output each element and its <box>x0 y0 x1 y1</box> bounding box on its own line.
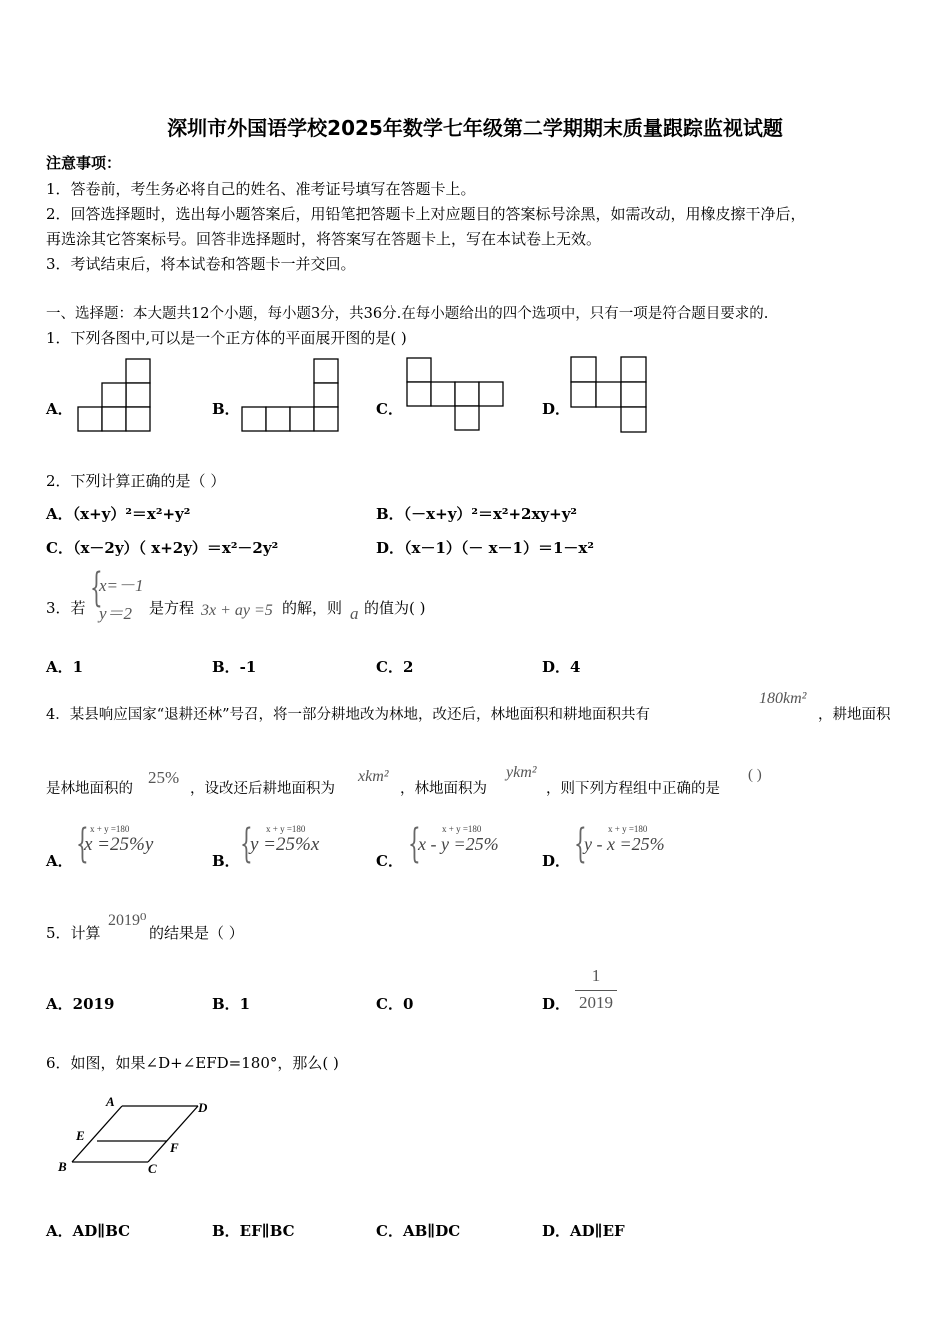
q4-y: ykm² <box>506 764 537 781</box>
q3-option-b: B．-1 <box>212 658 257 676</box>
q4-option-d-label: D． <box>542 852 571 870</box>
q6-option-b: B．EF∥BC <box>212 1222 295 1240</box>
q4-option-a-label: A． <box>46 852 73 870</box>
system-bottom: y =25%x <box>250 834 320 855</box>
notice-item: 2．回答选择题时，选出每小题答案后，用铅笔把答题卡上对应题目的答案标号涂黑，如需改动，用橡皮擦干净后， <box>46 205 806 223</box>
q4-option-c-label: C． <box>376 852 403 870</box>
q4-option-b-system <box>240 821 340 872</box>
notice-item: 3．考试结束后，将本试卷和答题卡一并交回。 <box>46 255 356 273</box>
q5-frac-den: 2019 <box>579 993 613 1012</box>
q4-line1b: ，耕地面积 <box>818 707 891 723</box>
q2-option-a: A．（x+y）²＝x²+y² <box>46 505 191 523</box>
point-label-b: B <box>58 1159 67 1174</box>
system-top: x + y =180 <box>266 824 306 834</box>
system-bottom: y - x =25% <box>584 834 665 854</box>
q1-option-a-label: A． <box>46 400 73 418</box>
q1-option-b-label: B． <box>212 400 240 418</box>
q4-percent: 25% <box>148 768 180 787</box>
fraction-bar <box>575 990 617 991</box>
q3-stem-c: 的解，则 <box>282 599 343 617</box>
q3-eq1: x=－1 <box>99 576 144 595</box>
q4-option-c-system <box>408 821 518 872</box>
q1-net-c <box>404 356 508 434</box>
notice-item: 再选涂其它答案标号。回答非选择题时，将答案写在答题卡上，写在本试卷上无效。 <box>46 230 602 248</box>
q3-equation: 3x + ay =5 <box>201 602 273 619</box>
point-label-a: A <box>106 1094 115 1109</box>
q2-stem: 2．下列计算正确的是（ ） <box>46 472 226 490</box>
q4-option-a-system <box>76 821 176 872</box>
system-top: x + y =180 <box>90 824 130 834</box>
q5-stem-a: 5．计算 <box>46 924 101 942</box>
point-label-f: F <box>170 1140 179 1155</box>
q4-area: 180km² <box>759 690 807 707</box>
q3-option-d: D．4 <box>542 658 581 676</box>
q1-stem: 1．下列各图中,可以是一个正方体的平面展开图的是( ) <box>46 329 407 347</box>
q5-frac-num: 1 <box>591 966 601 985</box>
q1-option-d-label: D． <box>542 400 571 418</box>
system-bottom: x =25%y <box>84 834 154 855</box>
notice-heading: 注意事项： <box>46 154 122 172</box>
q3-stem-a: 3．若 <box>46 599 86 617</box>
q3-system <box>90 565 150 626</box>
q5-option-c: C．0 <box>376 995 414 1013</box>
brace-icon: { <box>240 821 253 867</box>
q6-option-d: D．AD∥EF <box>542 1222 625 1240</box>
system-top: x + y =180 <box>442 824 482 834</box>
system-bottom: x - y =25% <box>418 834 499 854</box>
q4-option-d-system <box>574 821 684 872</box>
q4-option-b-label: B． <box>212 852 240 870</box>
q1-net-b <box>238 358 342 436</box>
q5-option-a: A．2019 <box>46 995 115 1013</box>
q5-option-d: D． <box>542 995 571 1013</box>
q5-option-b: B．1 <box>212 995 251 1013</box>
q6-option-a: A．AD∥BC <box>46 1222 131 1240</box>
q3-stem-d: 的值为( ) <box>364 599 426 617</box>
brace-icon: { <box>574 821 587 867</box>
q4-answer-paren: ( ) <box>748 767 762 783</box>
brace-icon: { <box>90 565 103 611</box>
q4-line2c: ，林地面积为 <box>400 781 487 797</box>
q6-parallelogram-figure <box>52 1092 222 1182</box>
q6-option-c: C．AB∥DC <box>376 1222 461 1240</box>
q2-option-c: C．（x－2y）（ x+2y）＝x²－2y² <box>46 539 279 557</box>
brace-icon: { <box>408 821 421 867</box>
q3-option-c: C．2 <box>376 658 414 676</box>
section-heading: 一、选择题：本大题共12个小题，每小题3分，共36分.在每小题给出的四个选项中，只有一项是符合题目要求的. <box>46 306 769 322</box>
system-top: x + y =180 <box>608 824 648 834</box>
q1-option-c-label: C． <box>376 400 403 418</box>
q2-option-d: D．（x－1）（－ x－1）＝1－x² <box>376 539 594 557</box>
q2-option-b: B．（－x+y）²＝x²+2xy+y² <box>376 505 578 523</box>
point-label-c: C <box>148 1161 157 1176</box>
page-title: 深圳市外国语学校2025年数学七年级第二学期期末质量跟踪监视试题 <box>167 116 783 140</box>
q5-power: 2019⁰ <box>108 912 147 929</box>
q4-line1: 4．某县响应国家“退耕还林”号召，将一部分耕地改为林地，改还后，林地面积和耕地面积共有 <box>46 707 651 723</box>
q3-var: a <box>350 604 359 623</box>
notice-item: 1．答卷前，考生务必将自己的姓名、准考证号填写在答题卡上。 <box>46 180 476 198</box>
q4-x: xkm² <box>358 768 389 785</box>
q3-stem-b: 是方程 <box>149 599 195 617</box>
q3-eq2: y＝2 <box>99 604 133 623</box>
q3-option-a: A．1 <box>46 658 84 676</box>
q1-net-d <box>568 355 650 435</box>
point-label-d: D <box>198 1100 208 1115</box>
brace-icon: { <box>76 821 89 867</box>
point-label-e: E <box>76 1128 85 1143</box>
q1-net-a <box>75 358 153 436</box>
q4-line2b: ，设改还后耕地面积为 <box>190 781 335 797</box>
q4-line2d: ，则下列方程组中正确的是 <box>546 781 720 797</box>
q5-stem-b: 的结果是（ ） <box>149 924 244 942</box>
q6-stem: 6．如图，如果∠D+∠EFD=180°，那么( ) <box>46 1054 339 1072</box>
q4-line2a: 是林地面积的 <box>46 781 133 797</box>
